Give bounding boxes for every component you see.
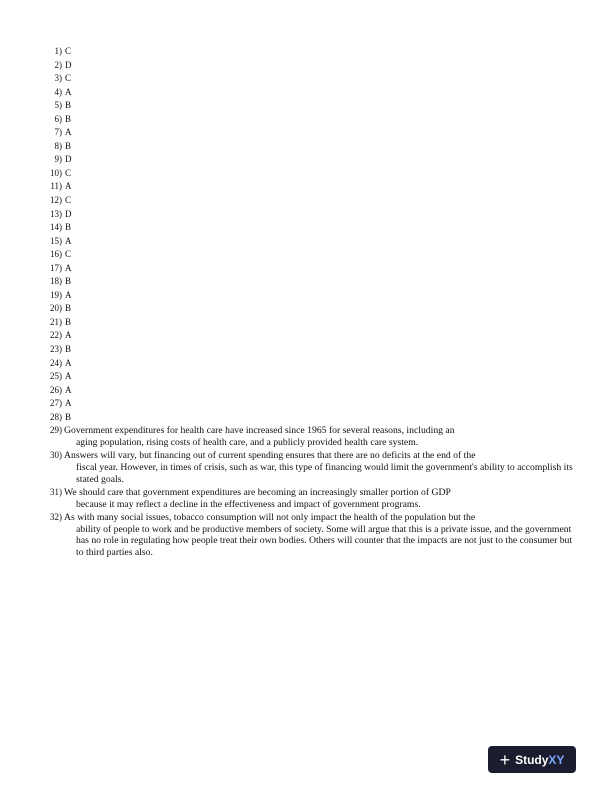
short-answer-list: [40, 45, 580, 424]
answer-number: 12): [50, 195, 62, 206]
answer-letter: C: [65, 73, 72, 84]
essay-answer-item: [40, 425, 580, 449]
answer-letter: A: [65, 330, 72, 341]
answer-text: [64, 425, 578, 449]
answer-number: 18): [50, 276, 62, 287]
answer-item: [40, 370, 580, 384]
answer-item: [40, 316, 580, 330]
answer-item: [40, 384, 580, 398]
answer-number: 21): [50, 316, 62, 327]
answer-item: [40, 248, 580, 262]
answer-number: 19): [50, 289, 62, 300]
answer-number: 27): [50, 398, 62, 409]
answer-text-continuation: because it may reflect a decline in the effectiveness and impact of government programs.: [76, 498, 421, 510]
answer-text: [64, 450, 578, 486]
answer-letter: C: [65, 46, 72, 56]
answer-item: [40, 72, 580, 86]
answer-text-continuation: aging population, rising costs of health care, and a publicly provided health care system.: [76, 437, 419, 449]
answer-letter: A: [65, 371, 72, 382]
answer-letter: B: [65, 411, 72, 422]
answer-number: 24): [50, 357, 62, 368]
answer-letter: B: [65, 100, 72, 111]
answer-number: 7): [54, 127, 62, 138]
answer-number: 28): [50, 411, 62, 422]
answer-item: [40, 153, 580, 167]
answer-item: [40, 221, 580, 235]
answer-item: [40, 262, 580, 276]
answer-number: 15): [50, 235, 62, 246]
answer-letter: A: [65, 262, 72, 273]
answer-number: 9): [54, 154, 62, 165]
answer-item: [40, 140, 580, 154]
answer-item: [40, 208, 580, 222]
answer-text: [64, 512, 578, 560]
answer-item: [40, 45, 580, 59]
answer-letter: B: [65, 276, 72, 287]
answer-letter: A: [65, 86, 72, 97]
answer-number: 5): [54, 100, 62, 111]
answer-text-first-line: As with many social issues, tobacco consumption will not only impact the health of the population but the: [64, 511, 476, 523]
answer-number: 17): [50, 262, 62, 273]
answer-letter: C: [65, 167, 72, 178]
answer-letter: A: [65, 384, 72, 395]
answer-number: 14): [50, 222, 62, 233]
answer-item: [40, 343, 580, 357]
answer-number: 8): [54, 140, 62, 151]
answer-item: [40, 411, 580, 425]
answer-text-first-line: We should care that government expenditures are becoming an increasingly smaller portion of GDP: [64, 486, 451, 498]
answer-letter: C: [65, 249, 72, 260]
answer-number: 25): [50, 371, 62, 382]
answer-item: [40, 275, 580, 289]
answer-letter: A: [65, 181, 72, 192]
answer-item: [40, 167, 580, 181]
answer-number: 6): [54, 113, 62, 124]
answer-number: 11): [50, 181, 62, 192]
answer-number: 22): [50, 330, 62, 341]
answer-text-first-line: Government expenditures for health care have increased since 1965 for several reasons, including an: [64, 425, 455, 437]
plus-icon: +: [499, 749, 511, 770]
answer-letter: D: [65, 154, 72, 165]
answer-letter: A: [65, 289, 72, 300]
essay-answer-item: [40, 450, 580, 486]
studyxy-badge[interactable]: [488, 746, 576, 773]
answer-letter: A: [65, 127, 72, 138]
answer-key: [40, 45, 580, 559]
answer-item: [40, 357, 580, 371]
answer-number: 1): [54, 46, 62, 56]
answer-number: 3): [54, 73, 62, 84]
answer-number: 10): [50, 167, 62, 178]
essay-answer-item: [40, 512, 580, 560]
answer-number: 32): [50, 511, 62, 522]
answer-text-first-line: Answers will vary, but financing out of current spending ensures that there are no deficits at the end of the: [64, 450, 476, 462]
essay-answer-item: [40, 487, 580, 511]
answer-item: [40, 99, 580, 113]
answer-number: 29): [50, 425, 62, 436]
answer-text-continuation: ability of people to work and be productive members of society. Some will argue that this is a private issue, and the government has no role in regulating how people treat their own bodies. Others will counter that the impacts are not just to the consumer but to third parties also.: [76, 523, 573, 559]
answer-letter: D: [65, 59, 72, 70]
brand-logo: StudyXY: [515, 752, 565, 767]
answer-item: [40, 180, 580, 194]
answer-letter: B: [65, 344, 72, 355]
answer-number: 26): [50, 384, 62, 395]
answer-item: [40, 126, 580, 140]
answer-item: [40, 113, 580, 127]
long-answer-list: [40, 425, 580, 559]
answer-item: [40, 329, 580, 343]
answer-text-continuation: fiscal year. However, in times of crisis, such as war, this type of financing would limit the government's ability to accomplish its stated goals.: [76, 462, 573, 485]
answer-item: [40, 194, 580, 208]
answer-number: 16): [50, 249, 62, 260]
answer-letter: A: [65, 398, 72, 409]
answer-letter: B: [65, 113, 72, 124]
answer-number: 31): [50, 486, 62, 497]
answer-item: [40, 289, 580, 303]
answer-text: [64, 487, 578, 511]
answer-item: [40, 59, 580, 73]
answer-number: 13): [50, 208, 62, 219]
answer-number: 20): [50, 303, 62, 314]
answer-letter: B: [65, 303, 72, 314]
answer-number: 2): [54, 59, 62, 70]
answer-item: [40, 397, 580, 411]
answer-letter: C: [65, 195, 72, 206]
answer-letter: B: [65, 222, 72, 233]
answer-letter: B: [65, 316, 72, 327]
answer-item: [40, 235, 580, 249]
answer-item: [40, 302, 580, 316]
answer-number: 30): [50, 450, 62, 461]
answer-letter: A: [65, 357, 72, 368]
answer-number: 23): [50, 344, 62, 355]
answer-number: 4): [54, 86, 62, 97]
answer-letter: B: [65, 140, 72, 151]
answer-letter: D: [65, 208, 72, 219]
answer-letter: A: [65, 235, 72, 246]
answer-item: [40, 86, 580, 100]
